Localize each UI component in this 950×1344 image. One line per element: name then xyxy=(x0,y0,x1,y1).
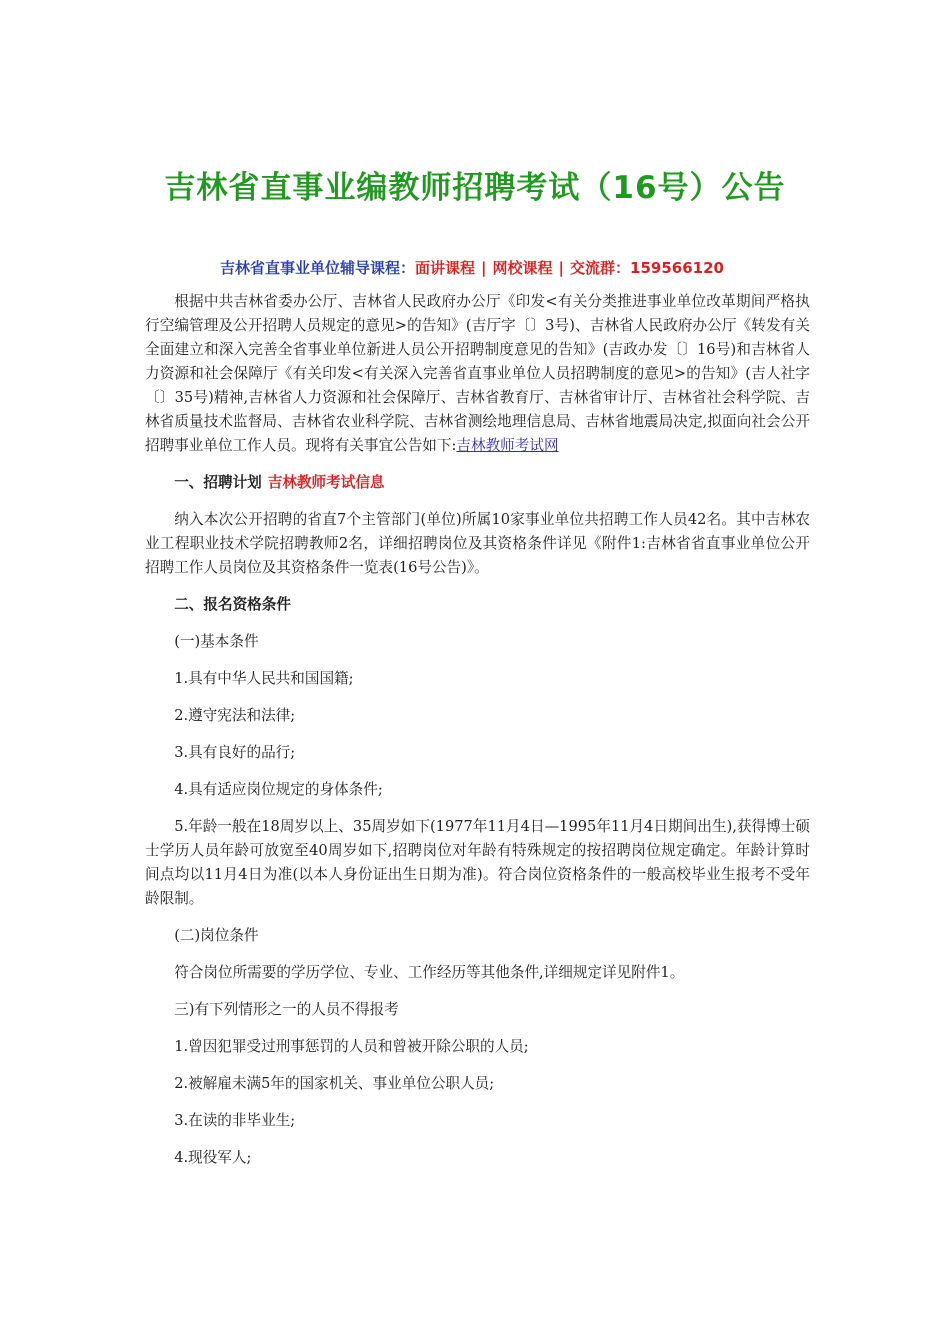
basic-condition-item: 2.遵守宪法和法律; xyxy=(174,707,296,724)
basic-condition-item: 4.具有适应岗位规定的身体条件; xyxy=(174,781,383,798)
link-group-chat[interactable]: 交流群：159566120 xyxy=(570,259,724,277)
basic-condition-item: 1.具有中华人民共和国国籍; xyxy=(174,670,354,687)
page-title: 吉林省直事业编教师招聘考试（16号）公告 xyxy=(164,170,786,206)
exclusion-title: 三)有下列情形之一的人员不得报考 xyxy=(174,1001,399,1018)
separator: | xyxy=(558,259,565,277)
course-links-line xyxy=(220,257,724,278)
basic-condition-item: 3.具有良好的品行; xyxy=(174,744,296,761)
exclusion-item: 1.曾因犯罪受过刑事惩罚的人员和曾被开除公职的人员; xyxy=(174,1038,529,1055)
post-conditions-text: 符合岗位所需要的学历学位、专业、工作经历等其他条件,详细规定详见附件1。 xyxy=(174,964,685,981)
section1-paragraph: 纳入本次公开招聘的省直7个主管部门(单位)所属10家事业单位共招聘工作人员42名。其中吉林农业工程职业技术学院招聘教师2名，详细招聘岗位及其资格条件详见《附件1:吉林省省直事业单位公开招聘工作人员岗位及其资格条件一览表(16号公告)》。 xyxy=(145,511,810,576)
post-conditions-title: (二)岗位条件 xyxy=(174,927,259,944)
course-links-prefix: 吉林省直事业单位辅导课程： xyxy=(220,259,416,277)
announcement-body xyxy=(145,290,810,1170)
section1-heading xyxy=(145,471,810,495)
jilin-teacher-exam-link[interactable]: 吉林教师考试网 xyxy=(456,437,559,454)
section2-heading: 二、报名资格条件 xyxy=(174,596,291,613)
age-condition-paragraph: 5.年龄一般在18周岁以上、35周岁如下(1977年11月4日—1995年11月4日期间出生),获得博士硕士学历人员年龄可放宽至40周岁如下,招聘岗位对年龄有特殊规定的按招聘岗位规定确定。年龄计算时间点均以11月4日为准(以本人身份证出生日期为准)。符合岗位资格条件的一般高校毕业生报考不受年龄限制。 xyxy=(145,818,810,907)
basic-conditions-title: (一)基本条件 xyxy=(174,633,259,650)
separator: | xyxy=(481,259,487,277)
exclusion-item: 3.在读的非毕业生; xyxy=(174,1112,296,1129)
section1-tag[interactable]: 吉林教师考试信息 xyxy=(267,474,385,491)
exclusion-item: 2.被解雇未满5年的国家机关、事业单位公职人员; xyxy=(174,1075,495,1092)
intro-text: 根据中共吉林省委办公厅、吉林省人民政府办公厅《印发<有关分类推进事业单位改革期间严格执行空编管理及公开招聘人员规定的意见>的告知》(吉厅字〔〕3号)、吉林省人民政府办公厅《转发有关全面建立和深入完善全省事业单位新进人员公开招聘制度意见的告知》(吉政办发〔〕16号)和吉林省人力资源和社会保障厅《有关印发<有关深入完善省直事业单位人员招聘制度的意见>的告知》(吉人社字〔〕35号)精神,吉林省人力资源和社会保障厅、吉林省教育厅、吉林省审计厅、吉林省社会科学院、吉林省质量技术监督局、吉林省农业科学院、吉林省测绘地理信息局、吉林省地震局决定,拟面向社会公开招聘事业单位工作人员。现将有关事宜公告如下: xyxy=(145,293,810,454)
exclusion-item: 4.现役军人; xyxy=(174,1149,252,1166)
link-lecture-course[interactable]: 面讲课程 xyxy=(415,259,476,277)
section1-heading-text: 一、招聘计划 xyxy=(174,474,262,491)
intro-paragraph xyxy=(145,290,810,458)
link-online-course[interactable]: 网校课程 xyxy=(492,259,553,277)
